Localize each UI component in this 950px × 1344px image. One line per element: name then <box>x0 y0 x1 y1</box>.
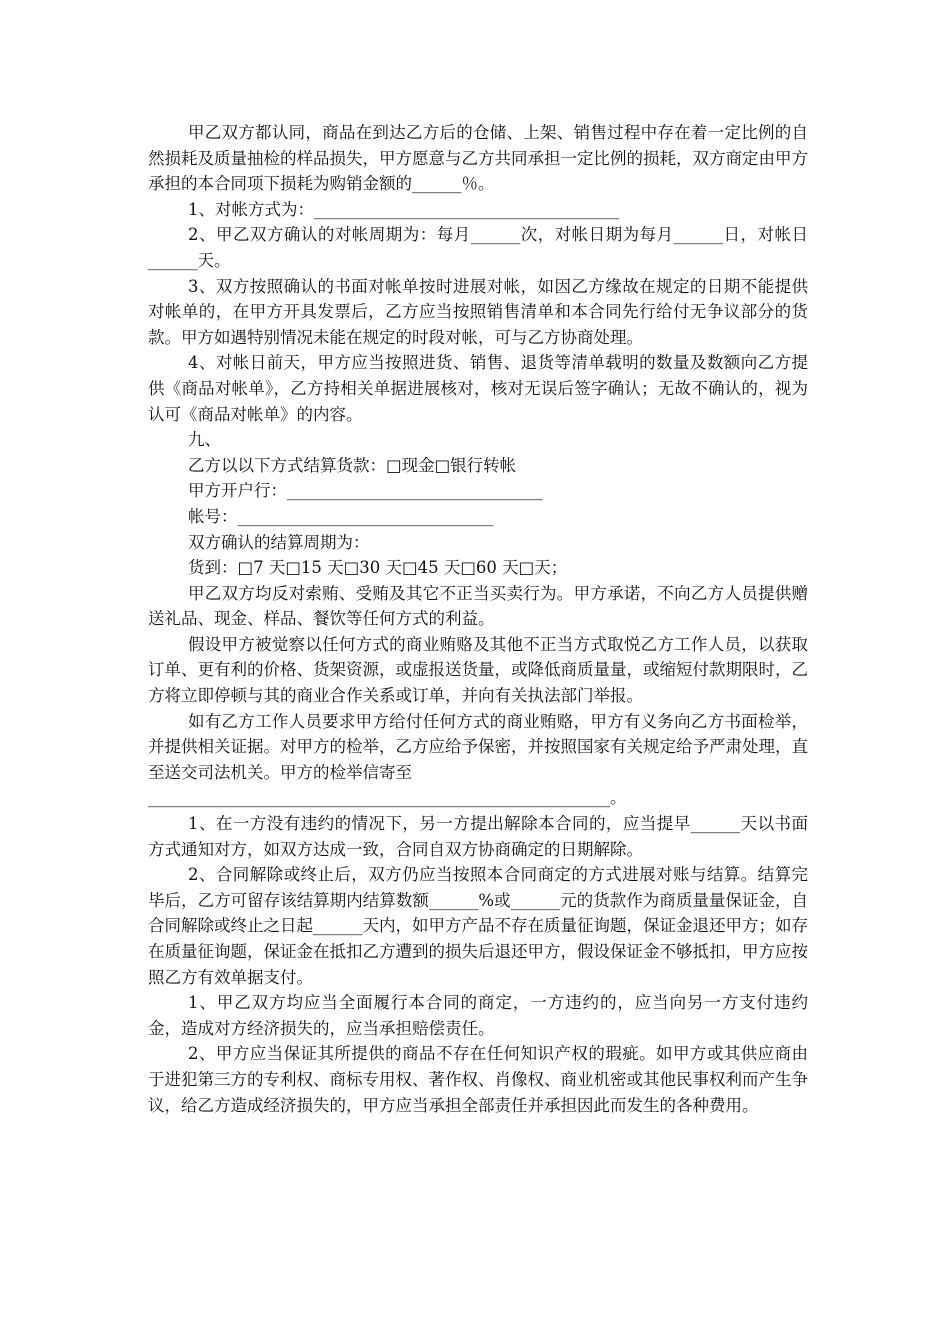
paragraph-ip-warranty: 2、甲方应当保证其所提供的商品不存在任何知识产权的瑕疵。如甲方或其供应商由于进犯第三方的专利权、商标专用权、著作权、肖像权、商业机密或其他民事权利而产生争议，给乙方造成经济损失的，甲方应当承担全部责任并承担因此而发生的各种费用。 <box>148 1044 808 1115</box>
paragraph-loss-sharing: 甲乙双方都认同，商品在到达乙方后的仓储、上架、销售过程中存在着一定比例的自然损耗及质量抽检的样品损失，甲方愿意与乙方共同承担一定比例的损耗，双方商定由甲方承担的本合同项下损耗为购销金额的______％。 <box>148 123 808 194</box>
paragraph-payment-method: 乙方以以下方式结算货款：□现金□银行转帐 <box>188 455 517 475</box>
paragraph-bank-name: 甲方开户行：_______________________________ <box>188 481 543 501</box>
paragraph-settlement-cycle: 双方确认的结算周期为： <box>188 532 370 552</box>
paragraph-anti-bribery: 甲乙双方均反对索贿、受贿及其它不正当买卖行为。甲方承诺，不向乙方人员提供赠送礼品、现金、样品、餐饮等任何方式的利益。 <box>148 583 808 629</box>
section-heading-nine: 九、 <box>188 430 221 450</box>
paragraph-bribery-penalty: 假设甲方被觉察以任何方式的商业贿赂及其他不正当方式取悦乙方工作人员，以获取订单、更有利的价格、货架资源，或虚报送货量，或降低商质量量，或缩短付款期限时，乙方将立即停顿与其的商业合作关系或订单，并向有关执法部门举报。 <box>148 634 808 706</box>
document-page <box>148 120 808 1118</box>
paragraph-whistleblow-address: ________________________________________________________。 <box>148 788 627 808</box>
paragraph-reconciliation-cycle: 2、甲乙双方确认的对帐周期为：每月______次，对帐日期为每月______日，对帐日______天。 <box>148 225 808 270</box>
paragraph-termination-notice: 1、在一方没有违约的情况下，另一方提出解除本合同的，应当提早______天以书面方式通知对方，如双方达成一致，合同自双方协商确定的日期解除。 <box>148 814 808 859</box>
paragraph-reconciliation-statement: 4、对帐日前天，甲方应当按照进货、销售、退货等清单载明的数量及数额向乙方提供《商品对帐单》，乙方持相关单据进展核对，核对无误后签字确认；无故不确认的，视为认可《商品对帐单》的内容。 <box>148 353 808 424</box>
paragraph-termination-settlement: 2、合同解除或终止后，双方仍应当按照本合同商定的方式进展对账与结算。结算完毕后，乙方可留存该结算期内结算数额______%或______元的货款作为商质量量保证金，自合同解除或终止之日起______天内，如甲方产品不存在质量征询题，保证金退还甲方；如存在质量征询题，保证金在抵扣乙方遭到的损失后退还甲方，假设保证金不够抵扣，甲方应按照乙方有效单据支付。 <box>148 865 808 987</box>
paragraph-reconciliation-timing: 3、双方按照确认的书面对帐单按时进展对帐，如因乙方缘故在规定的日期不能提供对帐单的，在甲方开具发票后，乙方应当按照销售清单和本合同先行给付无争议部分的货款。甲方如遇特别情况未能在规定的时段对帐，可与乙方协商处理。 <box>148 276 808 347</box>
paragraph-account-number: 帐号：_______________________________ <box>188 506 494 526</box>
paragraph-whistleblow: 如有乙方工作人员要求甲方给付任何方式的商业贿赂，甲方有义务向乙方书面检举，并提供相关证据。对甲方的检举，乙方应给予保密，并按照国家有关规定给予严肃处理，直至送交司法机关。甲方的检举信寄至 <box>148 711 808 782</box>
paragraph-reconciliation-method: 1、对帐方式为：_____________________________________ <box>188 199 620 219</box>
paragraph-settlement-options: 货到：□7 天□15 天□30 天□45 天□60 天□天； <box>188 558 568 578</box>
paragraph-breach-liability: 1、甲乙双方均应当全面履行本合同的商定，一方违约的，应当向另一方支付违约金，造成对方经济损失的，应当承担赔偿责任。 <box>148 993 808 1038</box>
